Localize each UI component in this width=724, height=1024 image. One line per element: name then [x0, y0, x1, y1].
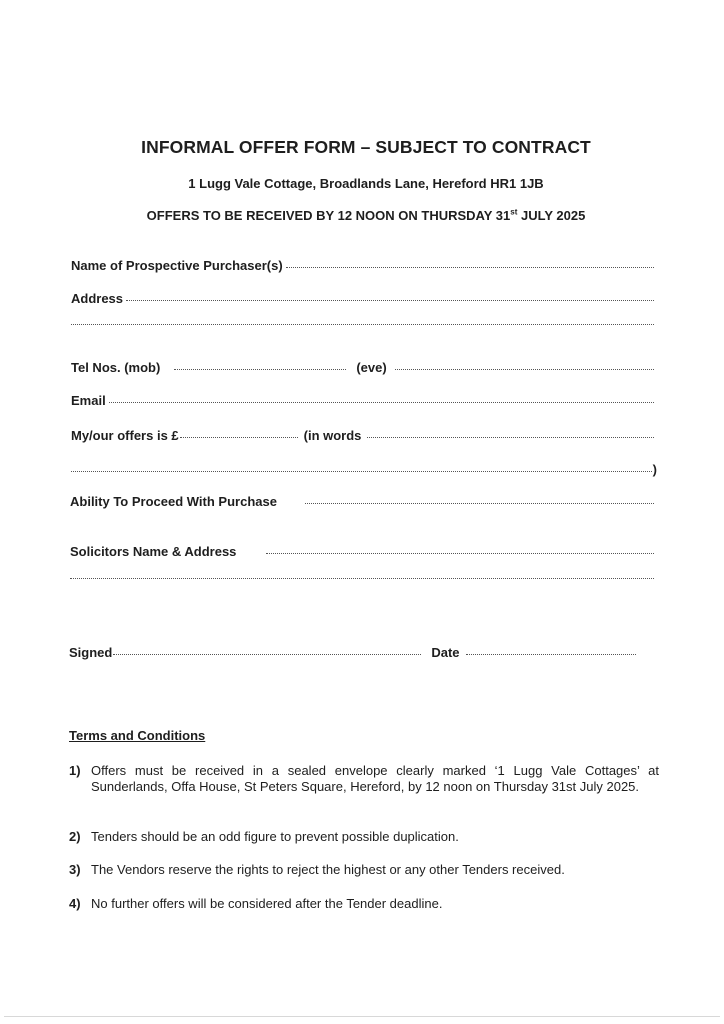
- solicitors-input-line[interactable]: [266, 553, 654, 554]
- offer-words-continuation-field: [71, 462, 657, 477]
- email-field: [71, 393, 657, 408]
- email-input-line[interactable]: [109, 402, 654, 403]
- term-text: Tenders should be an odd figure to prevent possible duplication.: [91, 829, 459, 844]
- address-field: [71, 291, 657, 306]
- address-continuation-field: [71, 326, 657, 327]
- tel-field: [71, 360, 657, 375]
- terms-heading: Terms and Conditions: [69, 728, 206, 743]
- purchaser-input-line[interactable]: [286, 267, 654, 268]
- solicitors-label: Solicitors Name & Address: [70, 544, 237, 559]
- offer-label: My/our offers is £: [71, 428, 179, 443]
- deadline-ordinal: st: [510, 207, 518, 217]
- purchaser-field: [71, 258, 657, 273]
- address-label: Address: [71, 291, 124, 306]
- solicitors-field: [70, 544, 657, 559]
- term-text: No further offers will be considered after the Tender deadline.: [91, 896, 443, 911]
- term-text: The Vendors reserve the rights to reject the highest or any other Tenders received.: [91, 862, 565, 877]
- address-input-line[interactable]: [126, 300, 654, 301]
- tel-eve-label: (eve): [356, 360, 387, 375]
- ability-label: Ability To Proceed With Purchase: [70, 494, 277, 509]
- offer-deadline: [0, 208, 724, 223]
- signature-input-line[interactable]: [113, 654, 421, 655]
- solicitors-input-line-2[interactable]: [70, 578, 654, 579]
- signature-field: [69, 645, 639, 660]
- term-item-2: [69, 829, 659, 845]
- tel-mob-label: Tel Nos. (mob): [71, 360, 161, 375]
- ability-input-line[interactable]: [305, 503, 654, 504]
- signed-label: Signed: [69, 645, 113, 660]
- in-words-close: ): [652, 462, 657, 477]
- date-label: Date: [431, 645, 460, 660]
- tel-eve-input-line[interactable]: [395, 369, 654, 370]
- deadline-suffix: JULY 2025: [517, 208, 586, 223]
- term-item-1: [69, 763, 659, 795]
- term-item-4: [69, 896, 659, 912]
- offer-words-input-line-2[interactable]: [71, 471, 652, 472]
- offer-field: [71, 428, 657, 443]
- ability-field: [70, 494, 657, 509]
- email-label: Email: [71, 393, 106, 408]
- term-text: Offers must be received in a sealed envelope clearly marked ‘1 Lugg Vale Cottages’ at Sunderlands, Offa House, St Peters Square, Hereford, by 12 noon on Thursday 31st July 2025.: [91, 763, 659, 794]
- date-input-line[interactable]: [466, 654, 636, 655]
- term-item-3: [69, 862, 659, 878]
- term-number: 2): [69, 829, 81, 844]
- address-input-line-2[interactable]: [71, 324, 654, 325]
- page-bottom-edge: [4, 1016, 720, 1017]
- property-address: 1 Lugg Vale Cottage, Broadlands Lane, Hereford HR1 1JB: [188, 176, 544, 191]
- solicitors-continuation-field: [70, 580, 657, 581]
- term-number: 4): [69, 896, 81, 911]
- in-words-label: (in words: [303, 428, 362, 443]
- purchaser-label: Name of Prospective Purchaser(s): [71, 258, 283, 273]
- tel-mob-input-line[interactable]: [174, 369, 346, 370]
- offer-amount-input-line[interactable]: [180, 437, 298, 438]
- offer-words-input-line[interactable]: [367, 437, 654, 438]
- term-number: 1): [69, 763, 81, 778]
- form-title: INFORMAL OFFER FORM – SUBJECT TO CONTRACT: [141, 137, 591, 157]
- term-number: 3): [69, 862, 81, 877]
- deadline-prefix: OFFERS TO BE RECEIVED BY 12 NOON ON THURSDAY 31: [146, 208, 511, 223]
